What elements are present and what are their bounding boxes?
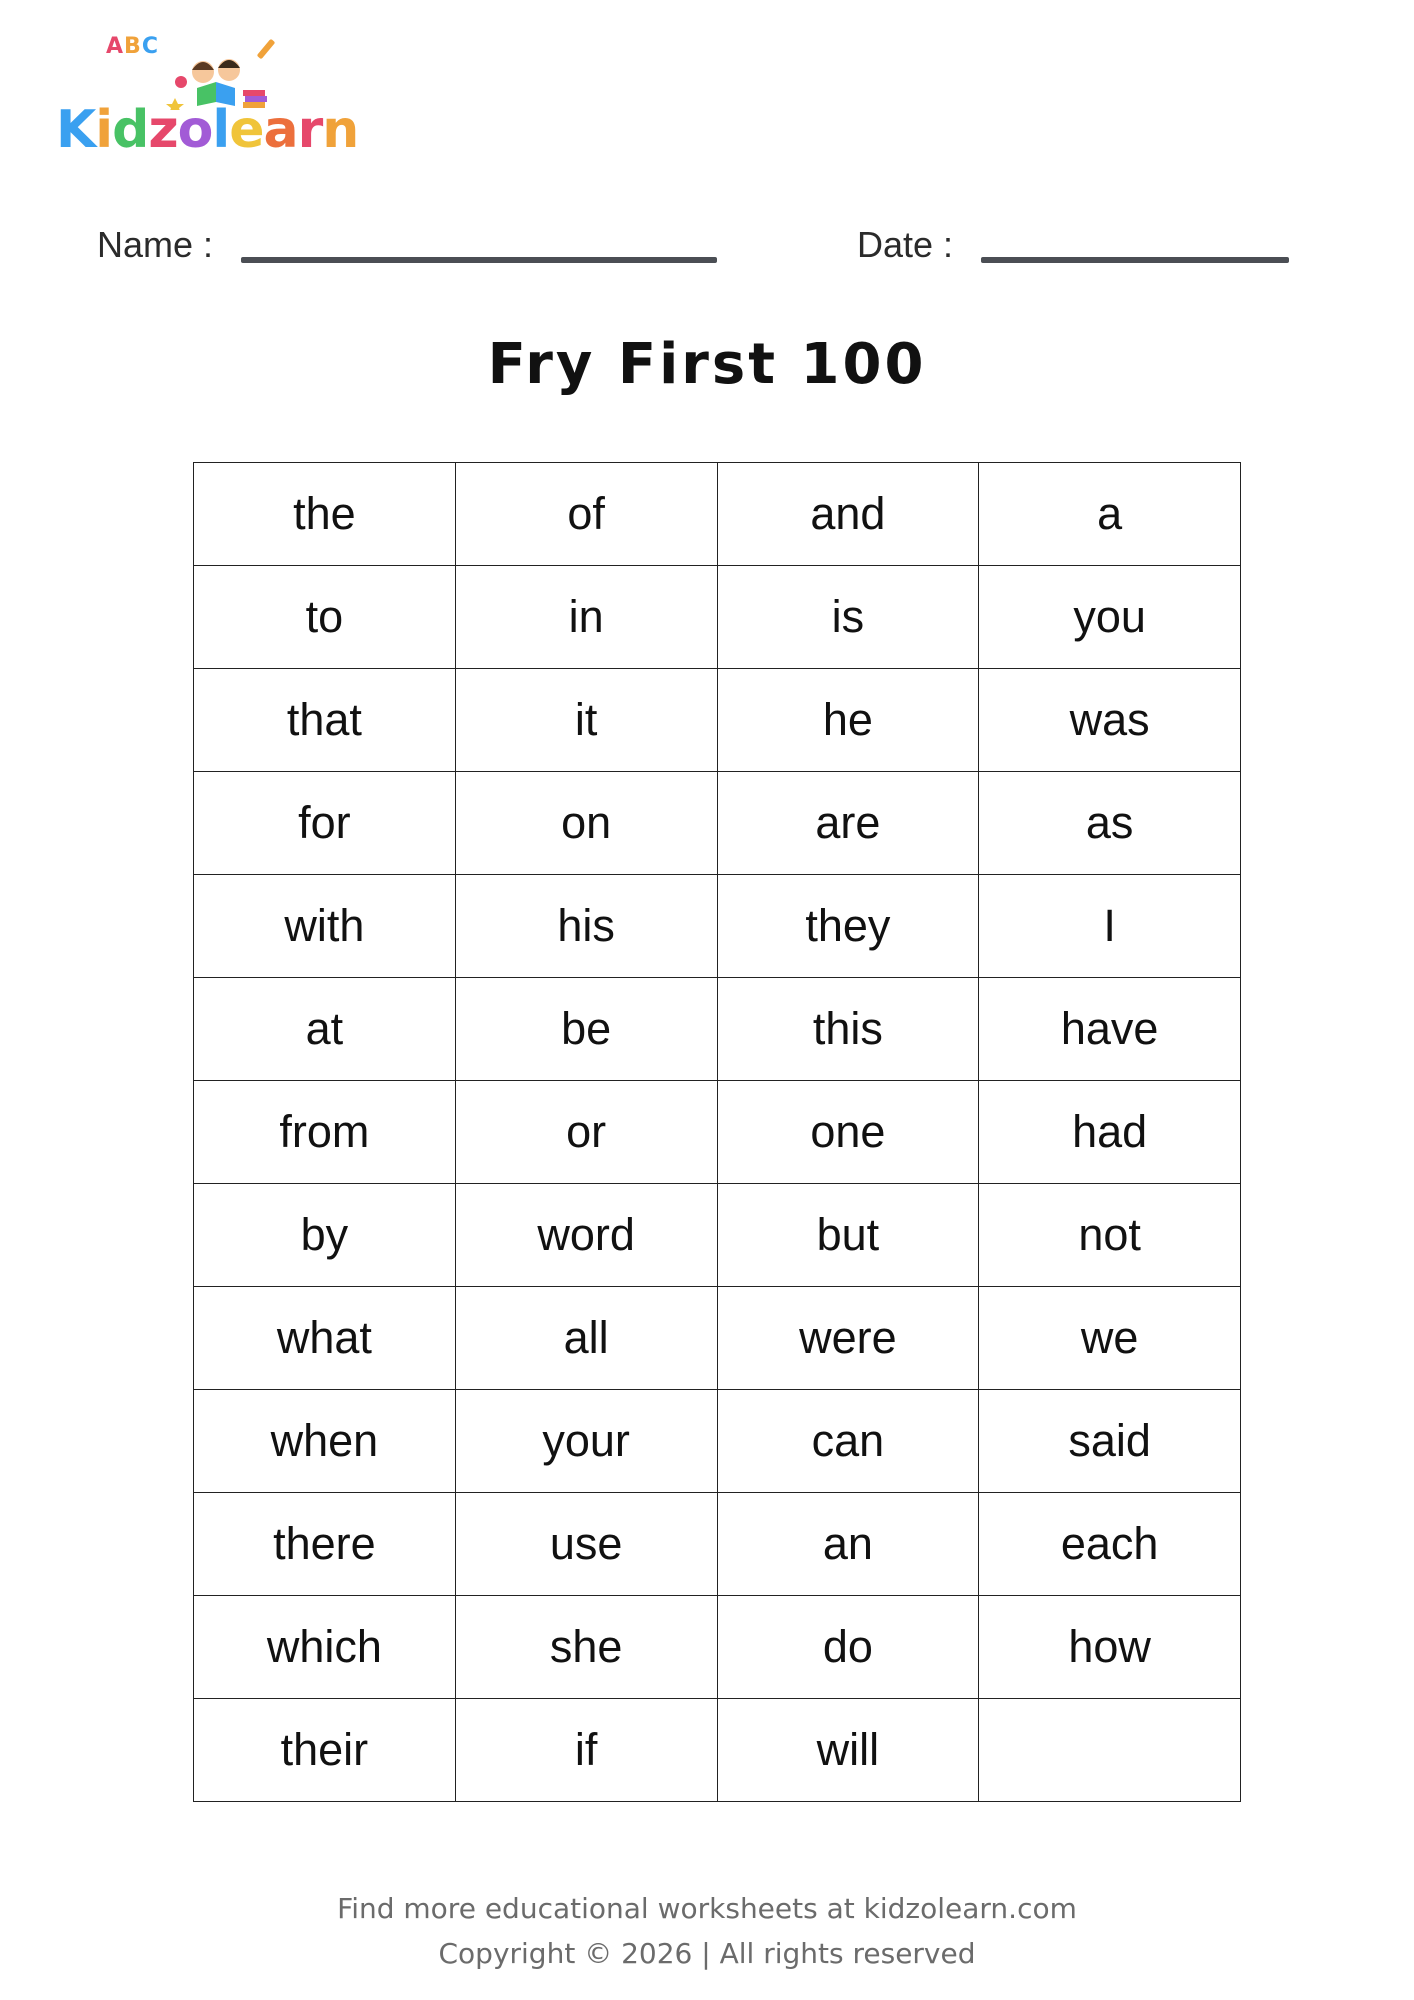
date-label: Date : <box>857 224 954 265</box>
word-cell: when <box>194 1390 456 1493</box>
word-cell: said <box>979 1390 1241 1493</box>
word-cell: on <box>455 772 717 875</box>
word-cell: but <box>717 1184 979 1287</box>
word-cell: your <box>455 1390 717 1493</box>
word-cell: have <box>979 978 1241 1081</box>
word-cell: they <box>717 875 979 978</box>
word-cell: which <box>194 1596 456 1699</box>
word-cell: do <box>717 1596 979 1699</box>
table-row <box>194 669 1241 772</box>
table-row <box>194 1596 1241 1699</box>
word-cell: if <box>455 1699 717 1802</box>
word-cell: I <box>979 875 1241 978</box>
table-row <box>194 1699 1241 1802</box>
word-cell: an <box>717 1493 979 1596</box>
word-cell: a <box>979 463 1241 566</box>
word-cell: was <box>979 669 1241 772</box>
footer-copyright-text: Copyright © 2026 | All rights reserved <box>438 1937 976 1970</box>
word-cell: and <box>717 463 979 566</box>
word-cell <box>979 1699 1241 1802</box>
word-cell: from <box>194 1081 456 1184</box>
footer-website-text: Find more educational worksheets at kidzolearn.com <box>337 1892 1077 1925</box>
word-cell: for <box>194 772 456 875</box>
logo-letter: l <box>212 100 230 160</box>
table-row <box>194 1184 1241 1287</box>
kids-reading-icon <box>151 30 291 110</box>
word-cell: is <box>717 566 979 669</box>
table-row <box>194 1390 1241 1493</box>
logo-letter: K <box>56 100 96 160</box>
table-row <box>194 463 1241 566</box>
word-cell: be <box>455 978 717 1081</box>
table-row <box>194 772 1241 875</box>
kidzolearn-logo <box>56 30 359 160</box>
word-cell: word <box>455 1184 717 1287</box>
sight-words-table <box>193 462 1241 1802</box>
word-cell: had <box>979 1081 1241 1184</box>
word-cell: this <box>717 978 979 1081</box>
word-cell: that <box>194 669 456 772</box>
word-cell: his <box>455 875 717 978</box>
logo-letter: e <box>229 100 264 160</box>
word-cell: were <box>717 1287 979 1390</box>
word-cell: it <box>455 669 717 772</box>
logo-letter: d <box>112 100 149 160</box>
word-cell: all <box>455 1287 717 1390</box>
word-cell: how <box>979 1596 1241 1699</box>
word-cell: there <box>194 1493 456 1596</box>
word-cell: are <box>717 772 979 875</box>
word-cell: what <box>194 1287 456 1390</box>
word-cell: the <box>194 463 456 566</box>
word-cell: or <box>455 1081 717 1184</box>
table-row <box>194 566 1241 669</box>
word-cell: can <box>717 1390 979 1493</box>
logo-letter: a <box>263 100 298 160</box>
table-row <box>194 1493 1241 1596</box>
word-cell: their <box>194 1699 456 1802</box>
table-row <box>194 875 1241 978</box>
table-row <box>194 1287 1241 1390</box>
word-cell: we <box>979 1287 1241 1390</box>
word-cell: by <box>194 1184 456 1287</box>
word-cell: to <box>194 566 456 669</box>
word-cell: with <box>194 875 456 978</box>
word-cell: use <box>455 1493 717 1596</box>
word-cell: in <box>455 566 717 669</box>
logo-letter: o <box>177 100 213 160</box>
logo-brand-text <box>56 100 358 160</box>
logo-letter: z <box>148 100 178 160</box>
word-cell: not <box>979 1184 1241 1287</box>
page-title: Fry First 100 <box>487 332 927 397</box>
word-cell: as <box>979 772 1241 875</box>
word-cell: of <box>455 463 717 566</box>
logo-abc-text: ABC <box>106 34 159 59</box>
date-field[interactable] <box>981 257 1289 263</box>
word-cell: will <box>717 1699 979 1802</box>
logo-letter: n <box>322 100 359 160</box>
name-field[interactable] <box>241 257 717 263</box>
table-row <box>194 978 1241 1081</box>
word-cell: one <box>717 1081 979 1184</box>
logo-letter: r <box>297 100 323 160</box>
word-cell: at <box>194 978 456 1081</box>
word-cell: each <box>979 1493 1241 1596</box>
name-label: Name : <box>97 224 214 265</box>
word-cell: she <box>455 1596 717 1699</box>
logo-letter: i <box>95 100 113 160</box>
table-row <box>194 1081 1241 1184</box>
word-cell: you <box>979 566 1241 669</box>
word-cell: he <box>717 669 979 772</box>
